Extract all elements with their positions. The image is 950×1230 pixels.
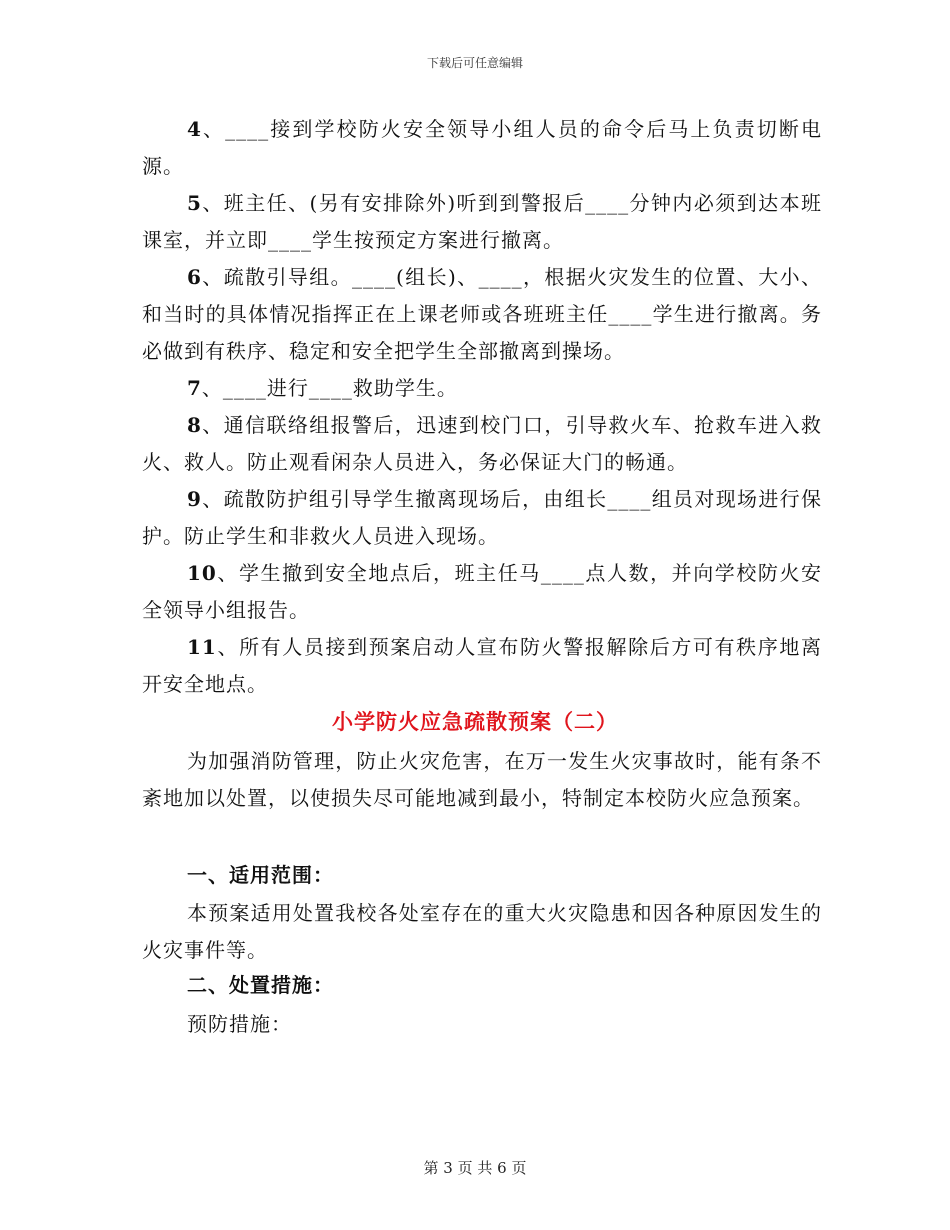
item-number: 5 <box>187 191 202 215</box>
item-number: 7 <box>187 376 202 400</box>
item-text: 、通信联络组报警后，迅速到校门口，引导救火车、抢救车进入救火、救人。防止观看闲杂人员进入，务必保证大门的畅通。 <box>142 413 822 474</box>
scope-paragraph: 本预案适用处置我校各处室存在的重大火灾隐患和因各种原因发生的火灾事件等。 <box>142 901 822 962</box>
list-item-9 <box>142 481 822 555</box>
item-text: 、____接到学校防火安全领导小组人员的命令后马上负责切断电源。 <box>142 117 822 178</box>
item-text: 、班主任、(另有安排除外)听到到警报后____分钟内必须到达本班课室，并立即____学生按预定方案进行撤离。 <box>142 191 822 252</box>
list-item-5 <box>142 185 822 259</box>
item-text: 、____进行____救助学生。 <box>201 376 458 400</box>
page-footer: 第 3 页 共 6 页 <box>423 1159 527 1177</box>
intro-paragraph: 为加强消防管理，防止火灾危害，在万一发生火灾事故时，能有条不紊地加以处置，以使损失尽可能地减到最小，特制定本校防火应急预案。 <box>142 749 822 810</box>
item-number: 10 <box>187 561 217 585</box>
list-item-8 <box>142 407 822 481</box>
item-text: 、学生撤到安全地点后，班主任马____点人数，并向学校防火安全领导小组报告。 <box>142 561 822 622</box>
section-title: 小学防火应急疏散预案（二） <box>332 709 618 734</box>
list-item-7 <box>142 370 822 407</box>
item-text: 、所有人员接到预案启动人宣布防火警报解除后方可有秩序地离开安全地点。 <box>142 635 822 696</box>
item-number: 9 <box>187 487 202 511</box>
item-text: 、疏散引导组。____(组长)、____，根据火灾发生的位置、大小、和当时的具体情况指挥正在上课老师或各班班主任____学生进行撤离。务必做到有秩序、稳定和安全把学生全部撤离到操场。 <box>142 265 822 363</box>
heading-scope: 一、适用范围： <box>187 863 334 887</box>
list-item-6 <box>142 259 822 370</box>
item-number: 6 <box>187 265 202 289</box>
list-item-10 <box>142 555 822 629</box>
heading-measures: 二、处置措施： <box>187 973 334 997</box>
list-item-4 <box>142 111 822 185</box>
item-number: 11 <box>187 635 217 659</box>
item-number: 8 <box>187 413 202 437</box>
list-item-11 <box>142 629 822 703</box>
item-text: 、疏散防护组引导学生撤离现场后，由组长____组员对现场进行保护。防止学生和非救火人员进入现场。 <box>142 487 822 548</box>
page-header: 下载后可任意编辑 <box>426 56 523 70</box>
prevention-label: 预防措施： <box>187 1012 292 1036</box>
item-number: 4 <box>187 117 202 141</box>
